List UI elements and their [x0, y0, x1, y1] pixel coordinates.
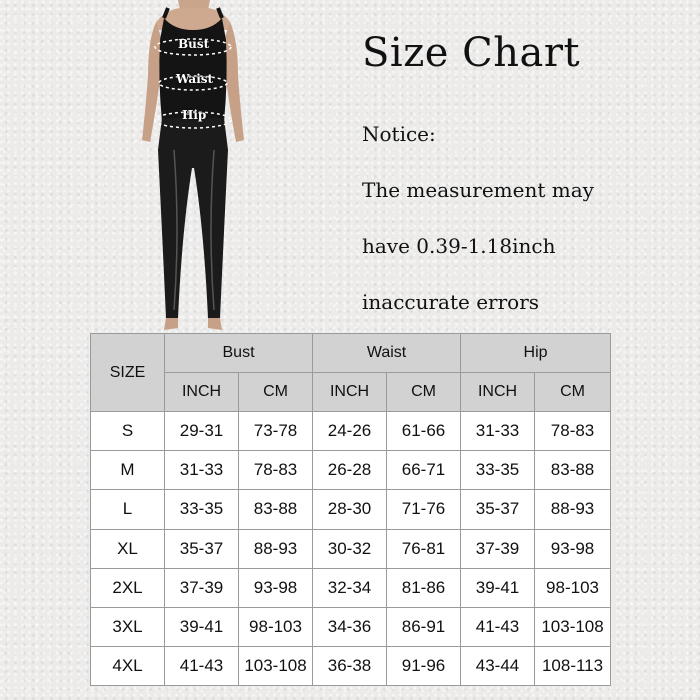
table-cell: 98-103 — [535, 568, 611, 607]
table-cell: 83-88 — [239, 490, 313, 529]
table-cell: 93-98 — [535, 529, 611, 568]
table-cell: 31-33 — [461, 412, 535, 451]
table-cell: 73-78 — [239, 412, 313, 451]
table-cell: 91-96 — [387, 647, 461, 686]
notice-line-1: The measurement may — [362, 178, 594, 202]
table-cell: 103-108 — [535, 607, 611, 646]
size-cell: M — [91, 451, 165, 490]
unit-header: CM — [239, 373, 313, 412]
unit-header: INCH — [313, 373, 387, 412]
table-cell: 43-44 — [461, 647, 535, 686]
notice-heading: Notice: — [362, 122, 436, 146]
table-cell: 37-39 — [165, 568, 239, 607]
table-cell: 93-98 — [239, 568, 313, 607]
table-cell: 83-88 — [535, 451, 611, 490]
table-cell: 33-35 — [461, 451, 535, 490]
table-cell: 36-38 — [313, 647, 387, 686]
waist-header: Waist — [313, 334, 461, 373]
table-cell: 103-108 — [239, 647, 313, 686]
size-cell: 3XL — [91, 607, 165, 646]
table-row — [91, 490, 611, 529]
bust-label: Bust — [178, 37, 210, 51]
size-cell: S — [91, 412, 165, 451]
table-cell: 33-35 — [165, 490, 239, 529]
table-cell: 37-39 — [461, 529, 535, 568]
table-cell: 35-37 — [461, 490, 535, 529]
table-cell: 39-41 — [165, 607, 239, 646]
table-cell: 88-93 — [535, 490, 611, 529]
table-cell: 78-83 — [535, 412, 611, 451]
table-cell: 86-91 — [387, 607, 461, 646]
page-title: Size Chart — [362, 30, 581, 76]
size-cell: 2XL — [91, 568, 165, 607]
model-figure — [128, 0, 258, 332]
size-cell: L — [91, 490, 165, 529]
notice-line-2: have 0.39-1.18inch — [362, 234, 556, 258]
size-header: SIZE — [91, 334, 165, 412]
table-cell: 98-103 — [239, 607, 313, 646]
size-table — [90, 333, 611, 686]
table-cell: 31-33 — [165, 451, 239, 490]
waist-label: Waist — [176, 72, 214, 86]
table-cell: 76-81 — [387, 529, 461, 568]
table-cell: 41-43 — [165, 647, 239, 686]
bust-header: Bust — [165, 334, 313, 373]
table-row — [91, 568, 611, 607]
table-cell: 35-37 — [165, 529, 239, 568]
table-cell: 71-76 — [387, 490, 461, 529]
table-cell: 28-30 — [313, 490, 387, 529]
table-cell: 30-32 — [313, 529, 387, 568]
size-cell: XL — [91, 529, 165, 568]
table-cell: 39-41 — [461, 568, 535, 607]
table-cell: 24-26 — [313, 412, 387, 451]
unit-header: CM — [535, 373, 611, 412]
table-cell: 26-28 — [313, 451, 387, 490]
table-row — [91, 607, 611, 646]
unit-header: CM — [387, 373, 461, 412]
table-row — [91, 451, 611, 490]
table-cell: 34-36 — [313, 607, 387, 646]
hip-label: Hip — [182, 108, 207, 122]
table-row — [91, 529, 611, 568]
hip-header: Hip — [461, 334, 611, 373]
unit-header: INCH — [461, 373, 535, 412]
table-cell: 78-83 — [239, 451, 313, 490]
notice-line-3: inaccurate errors — [362, 290, 540, 314]
table-cell: 81-86 — [387, 568, 461, 607]
table-cell: 66-71 — [387, 451, 461, 490]
unit-header: INCH — [165, 373, 239, 412]
table-cell: 29-31 — [165, 412, 239, 451]
table-cell: 32-34 — [313, 568, 387, 607]
table-cell: 88-93 — [239, 529, 313, 568]
size-cell: 4XL — [91, 647, 165, 686]
table-row — [91, 412, 611, 451]
table-cell: 41-43 — [461, 607, 535, 646]
table-body — [91, 412, 611, 686]
table-row — [91, 647, 611, 686]
table-cell: 108-113 — [535, 647, 611, 686]
table-cell: 61-66 — [387, 412, 461, 451]
table-header — [91, 334, 611, 412]
